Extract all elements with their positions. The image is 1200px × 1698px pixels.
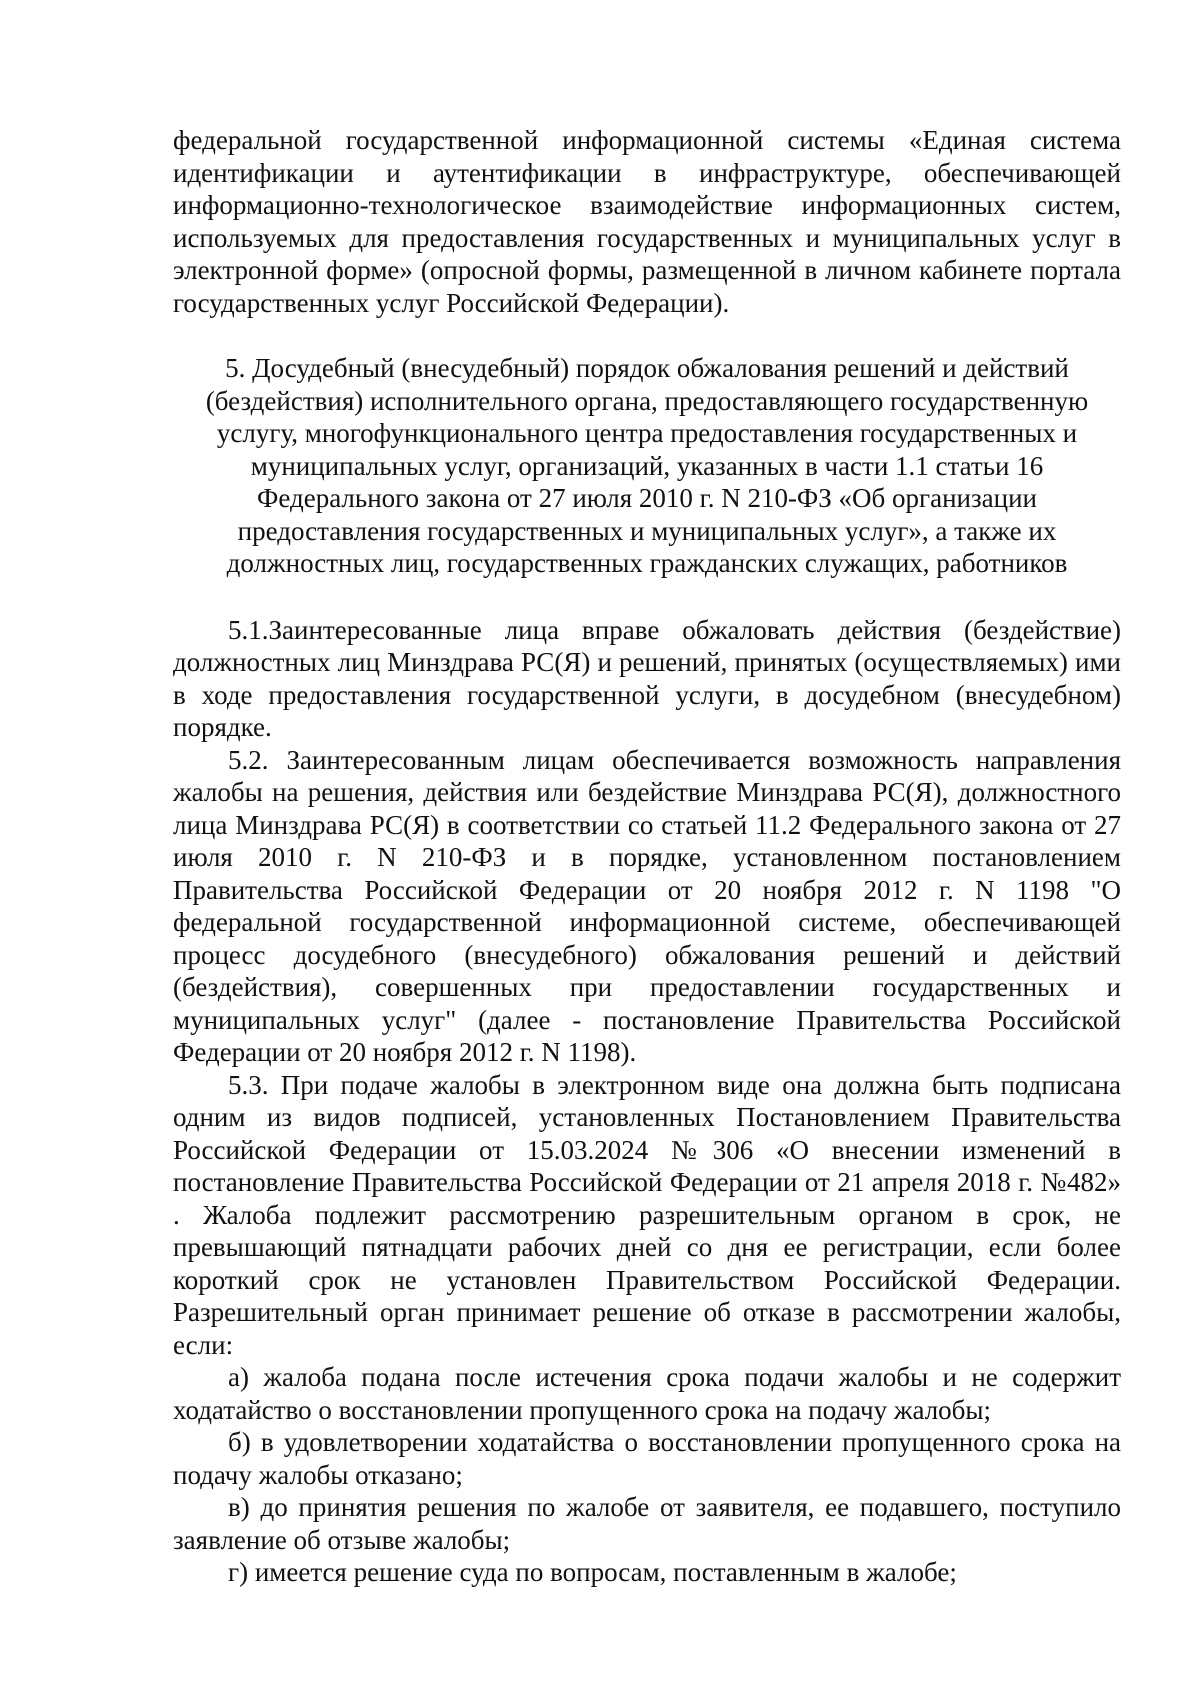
list-item-a: а) жалоба подана после истечения срока подачи жалобы и не содержит ходатайство о восстановлении пропущенного срока на подачу жалобы; xyxy=(173,1362,1121,1425)
paragraph-5-3: 5.3. При подаче жалобы в электронном виде она должна быть подписана одним из видов подписей, установленных Постановлением Правительства Российской Федерации от 15.03.2024 №306 «О внесении изменений в постановление Правительства Российской Федерации от 21 апреля 2018 г. №482» . Жалоба подлежит рассмотрению разрешительным органом в срок, не превышающий пятнадцати рабочих дней со дня ее регистрации, если более короткий срок не установлен Правительством Российской Федерации. Разрешительный орган принимает решение об отказе в рассмотрении жалобы, если: xyxy=(173,1069,1121,1360)
section-heading: 5. Досудебный (внесудебный) порядок обжалования решений и действий (бездействия) исполнительного органа, предоставляющего государственную услугу, многофункционального центра предоставления государственных и муниципальных услуг, организаций, указанных в части 1.1 статьи 16 Федерального закона от 27 июля 2010 г. N 210-ФЗ «Об организации предоставления государственных и муниципальных услуг», а также их должностных лиц, государственных гражданских служащих, работников xyxy=(205,353,1089,578)
list-item-v: в) до принятия решения по жалобе от заявителя, ее подавшего, поступило заявление об отзыве жалобы; xyxy=(173,1492,1121,1555)
list-item-g: г) имеется решение суда по вопросам, поставленным в жалобе; xyxy=(228,1557,957,1587)
document-page xyxy=(173,124,1121,1589)
paragraph-5-2: 5.2. Заинтересованным лицам обеспечивается возможность направления жалобы на решения, действия или бездействие Минздрава РС(Я), должностного лица Минздрава РС(Я) в соответствии со статьей 11.2 Федерального закона от 27 июля 2010 г. N 210-ФЗ и в порядке, установленном постановлением Правительства Российской Федерации от 20 ноября 2012 г. N 1198 "О федеральной государственной информационной системе, обеспечивающей процесс досудебного (внесудебного) обжалования решений и действий (бездействия), совершенных при предоставлении государственных и муниципальных услуг" (далее - постановление Правительства Российской Федерации от 20 ноября 2012 г. N 1198). xyxy=(173,744,1121,1067)
intro-paragraph: федеральной государственной информационной системы «Единая система идентификации и аутентификации в инфраструктуре, обеспечивающей информационно-технологическое взаимодействие информационных систем, используемых для предоставления государственных и муниципальных услуг в электронной форме» (опросной формы, размещенной в личном кабинете портала государственных услуг Российской Федерации). xyxy=(173,125,1121,318)
paragraph-5-1: 5.1.Заинтересованные лица вправе обжаловать действия (бездействие) должностных лиц Минздрава РС(Я) и решений, принятых (осуществляемых) ими в ходе предоставления государственной услуги, в досудебном (внесудебном) порядке. xyxy=(173,614,1121,742)
list-item-b: б) в удовлетворении ходатайства о восстановлении пропущенного срока на подачу жалобы отказано; xyxy=(173,1427,1121,1490)
